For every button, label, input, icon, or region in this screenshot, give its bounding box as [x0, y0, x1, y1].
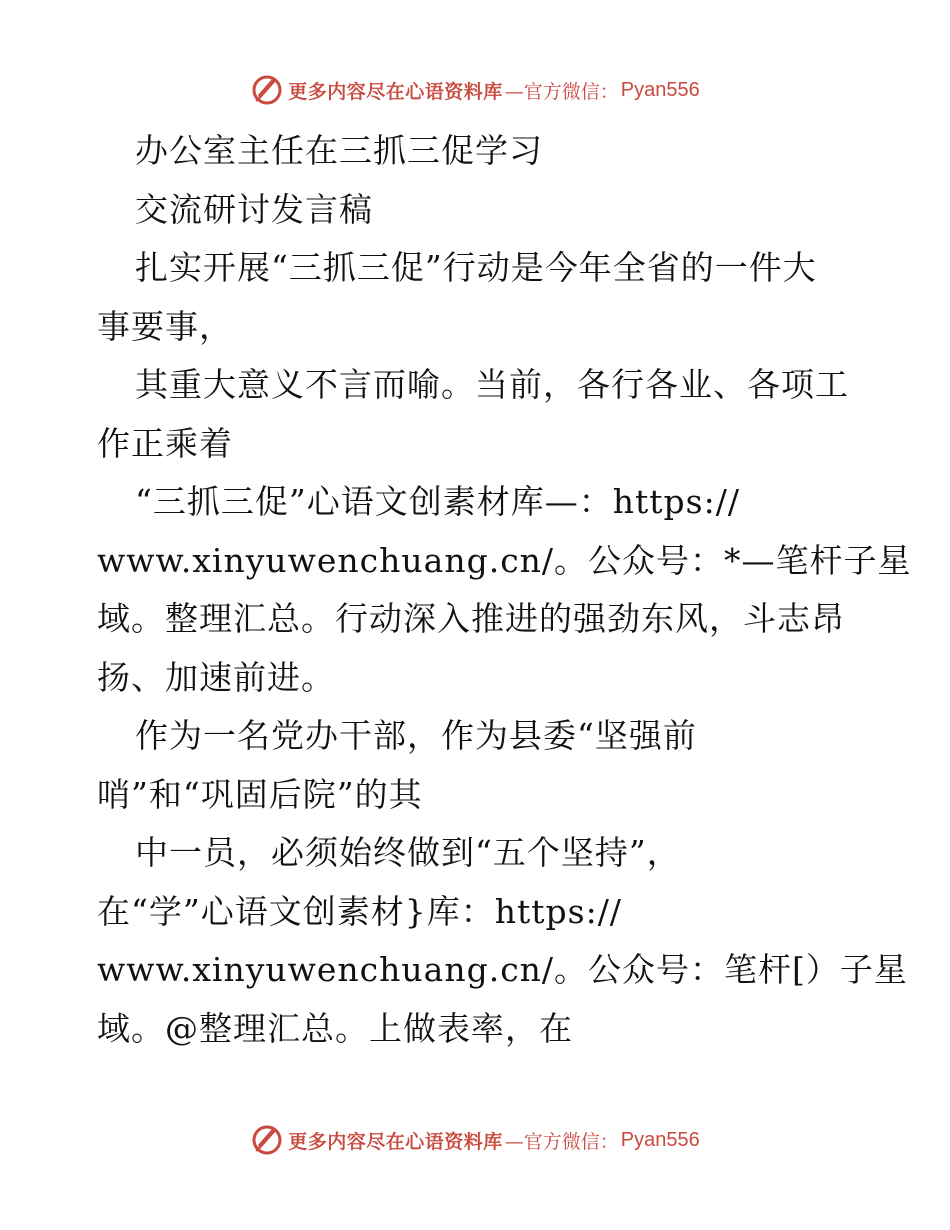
text-line: www.xinyuwenchuang.cn/。公众号：*—笔杆子星	[97, 540, 912, 580]
text-line: www.xinyuwenchuang.cn/。公众号：笔杆[）子星	[97, 950, 908, 989]
text-line: 作为一名党办干部，作为县委“坚强前	[135, 716, 697, 755]
text-line: 事要事，	[97, 306, 233, 346]
text-line: 在“学”心语文创素材}库：https://	[97, 891, 622, 931]
quill-circle-logo-icon	[250, 73, 284, 107]
banner-wechat-id: Pyan556	[620, 1128, 700, 1151]
text-line: 办公室主任在三抓三促学习	[135, 131, 543, 170]
banner-site-text: 更多内容尽在心语资料库	[288, 80, 503, 103]
text-line: 域。整理汇总。行动深入推进的强劲东风，斗志昂	[97, 599, 845, 638]
banner-site-text: 更多内容尽在心语资料库	[288, 1130, 503, 1153]
banner-wechat-id: Pyan556	[620, 78, 700, 101]
text-line: 扬、加速前进。	[97, 657, 335, 697]
banner-official-text: —官方微信：	[504, 80, 619, 103]
text-line: 交流研讨发言稿	[135, 189, 373, 229]
text-line: 扎实开展“三抓三促”行动是今年全省的一件大	[135, 248, 817, 287]
text-line: “三抓三促”心语文创素材库—：https://	[135, 482, 740, 521]
text-line: 域。@整理汇总。上做表率，在	[97, 1008, 573, 1048]
text-line: 作正乘着	[97, 423, 233, 463]
banner-official-text: —官方微信：	[504, 1130, 619, 1153]
header-banner	[0, 70, 950, 110]
text-line: 其重大意义不言而喻。当前，各行各业、各项工	[135, 365, 849, 404]
footer-banner	[0, 1120, 950, 1160]
text-line: 中一员，必须始终做到“五个坚持”，	[135, 833, 681, 872]
quill-circle-logo-icon	[250, 1123, 284, 1157]
text-line: 哨”和“巩固后院”的其	[97, 774, 423, 814]
document-body	[97, 122, 912, 1058]
